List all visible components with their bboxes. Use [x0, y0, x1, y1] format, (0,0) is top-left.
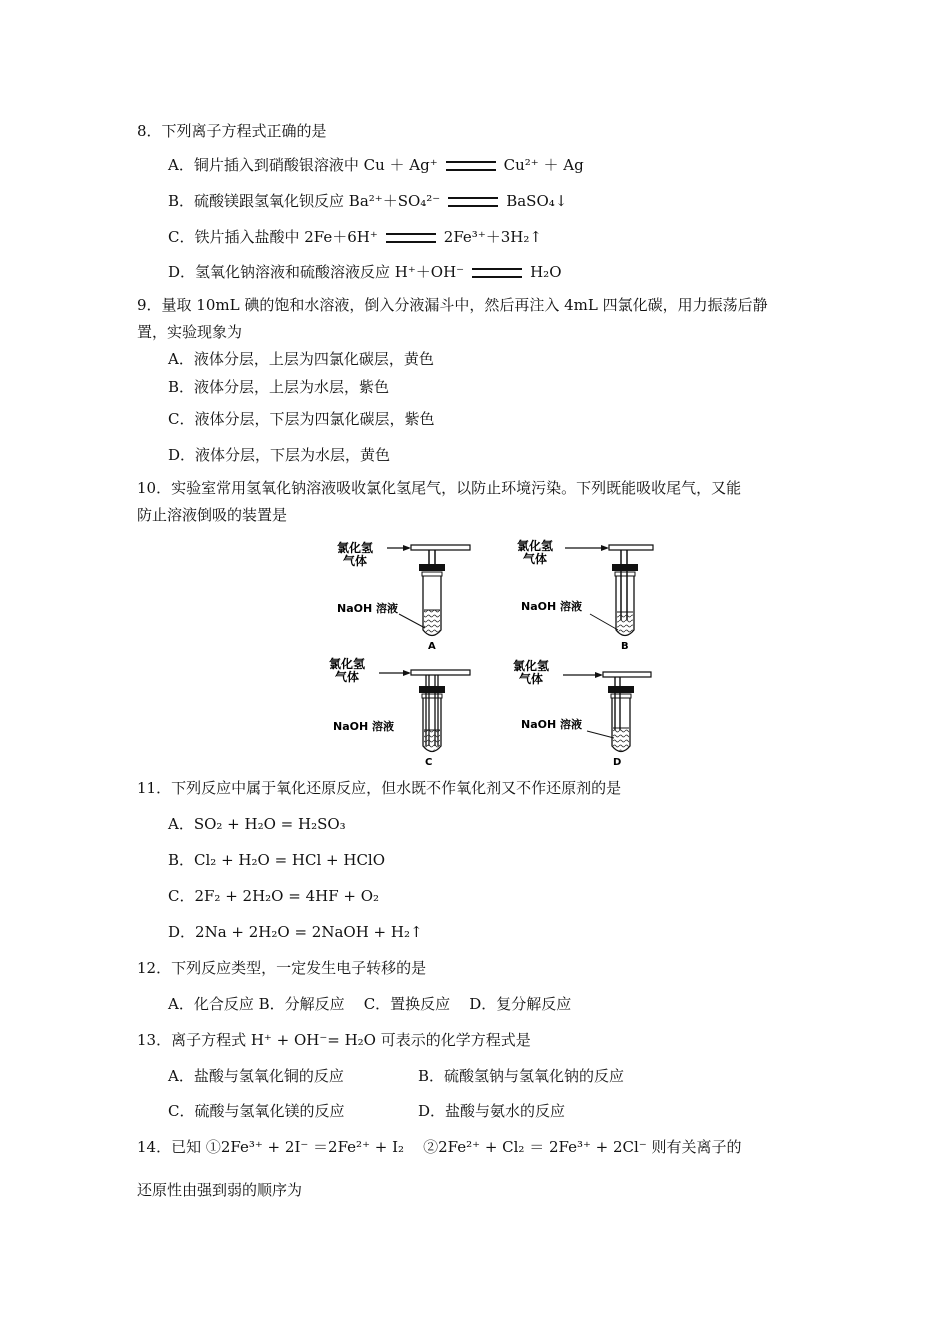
q9-option-b: B．液体分层，上层为水层，紫色: [168, 378, 390, 396]
gas-label-line1: 氯化氢: [513, 659, 550, 673]
q8-option-b: [168, 191, 567, 211]
gas-label-line1: 氯化氢: [517, 539, 554, 553]
gas-label-line2: 气体: [523, 552, 548, 566]
panel-label-c: C: [425, 757, 433, 766]
q14-stem-line1: 14．已知 ①2Fe³⁺ + 2I⁻ ＝2Fe²⁺ + I₂ ②2Fe²⁺ + Cl₂ ＝ 2Fe³⁺ + 2Cl⁻ 则有关离子的: [137, 1138, 742, 1156]
solution-label: NaOH 溶液: [521, 600, 583, 613]
q10-stem-line2: 防止溶液倒吸的装置是: [137, 506, 288, 524]
q8-stem: 8．下列离子方程式正确的是: [137, 122, 327, 140]
q10-stem-line1: 10．实验室常用氢氧化钠溶液吸收氯化氢尾气，以防止环境污染。下列既能吸收尾气，又能: [137, 479, 742, 497]
q8-option-b-products: BaSO₄↓: [506, 192, 568, 210]
solution-label: NaOH 溶液: [333, 720, 395, 733]
equals-sign-icon: [386, 233, 436, 243]
equals-sign-icon: [446, 161, 496, 171]
gas-label-line1: 氯化氢: [337, 541, 374, 555]
gas-label-line2: 气体: [519, 672, 544, 686]
panel-label-a: A: [428, 641, 436, 652]
q13-stem: 13．离子方程式 H⁺ + OH⁻= H₂O 可表示的化学方程式是: [137, 1031, 531, 1049]
apparatus-b: [517, 538, 653, 652]
q8-option-a: [168, 155, 584, 175]
q13-option-b: B．硫酸氢钠与氢氧化钠的反应: [418, 1067, 625, 1085]
gas-absorption-apparatus-figure: [325, 538, 655, 766]
gas-label-line2: 气体: [343, 554, 368, 568]
solution-label: NaOH 溶液: [521, 718, 583, 731]
q9-stem-line1: 9．量取 10mL 碘的饱和水溶液，倒入分液漏斗中，然后再注入 4mL 四氯化碳，用力振荡后静: [137, 296, 768, 314]
q11-option-b: B．Cl₂ + H₂O = HCl + HClO: [168, 851, 386, 869]
apparatus-d: [513, 658, 651, 766]
q11-option-a: A．SO₂ + H₂O = H₂SO₃: [168, 815, 346, 833]
q13-option-a: A．盐酸与氢氧化铜的反应: [168, 1067, 344, 1085]
equals-sign-icon: [448, 197, 498, 207]
apparatus-c: [329, 656, 470, 766]
q11-option-d: D．2Na + 2H₂O = 2NaOH + H₂↑: [168, 923, 423, 941]
q9-option-c: C．液体分层，下层为四氯化碳层，紫色: [168, 410, 435, 428]
q8-option-a-reactants: A．铜片插入到硝酸银溶液中 Cu ＋ Ag⁺: [168, 156, 438, 174]
q13-option-d: D．盐酸与氨水的反应: [418, 1102, 566, 1120]
panel-label-b: B: [621, 641, 629, 652]
q11-stem: 11．下列反应中属于氧化还原反应，但水既不作氧化剂又不作还原剂的是: [137, 779, 622, 797]
q12-options: A．化合反应 B．分解反应 C．置换反应 D．复分解反应: [168, 995, 572, 1013]
q11-option-c: C．2F₂ + 2H₂O = 4HF + O₂: [168, 887, 380, 905]
q8-option-b-reactants: B．硫酸镁跟氢氧化钡反应 Ba²⁺＋SO₄²⁻: [168, 192, 441, 210]
q8-option-d: [168, 262, 562, 282]
equals-sign-icon: [472, 268, 522, 278]
gas-label-line2: 气体: [335, 670, 360, 684]
q8-option-d-reactants: D．氢氧化钠溶液和硫酸溶液反应 H⁺＋OH⁻: [168, 263, 465, 281]
solution-label: NaOH 溶液: [337, 602, 399, 615]
q9-option-d: D．液体分层，下层为水层，黄色: [168, 446, 391, 464]
q9-stem-line2: 置，实验现象为: [137, 323, 243, 341]
q8-option-c-reactants: C．铁片插入盐酸中 2Fe＋6H⁺: [168, 228, 378, 246]
q14-stem-line2: 还原性由强到弱的顺序为: [137, 1181, 303, 1199]
q9-option-a: A．液体分层，上层为四氯化碳层，黄色: [168, 350, 434, 368]
q8-option-c: [168, 227, 542, 247]
q8-option-c-products: 2Fe³⁺＋3H₂↑: [443, 228, 542, 246]
apparatus-a: [337, 540, 470, 652]
q8-option-a-products: Cu²⁺ ＋ Ag: [503, 156, 584, 174]
panel-label-d: D: [613, 757, 622, 766]
q8-option-d-products: H₂O: [530, 263, 562, 281]
q13-option-c: C．硫酸与氢氧化镁的反应: [168, 1102, 345, 1120]
gas-label-line1: 氯化氢: [329, 657, 366, 671]
q12-stem: 12．下列反应类型，一定发生电子转移的是: [137, 959, 427, 977]
